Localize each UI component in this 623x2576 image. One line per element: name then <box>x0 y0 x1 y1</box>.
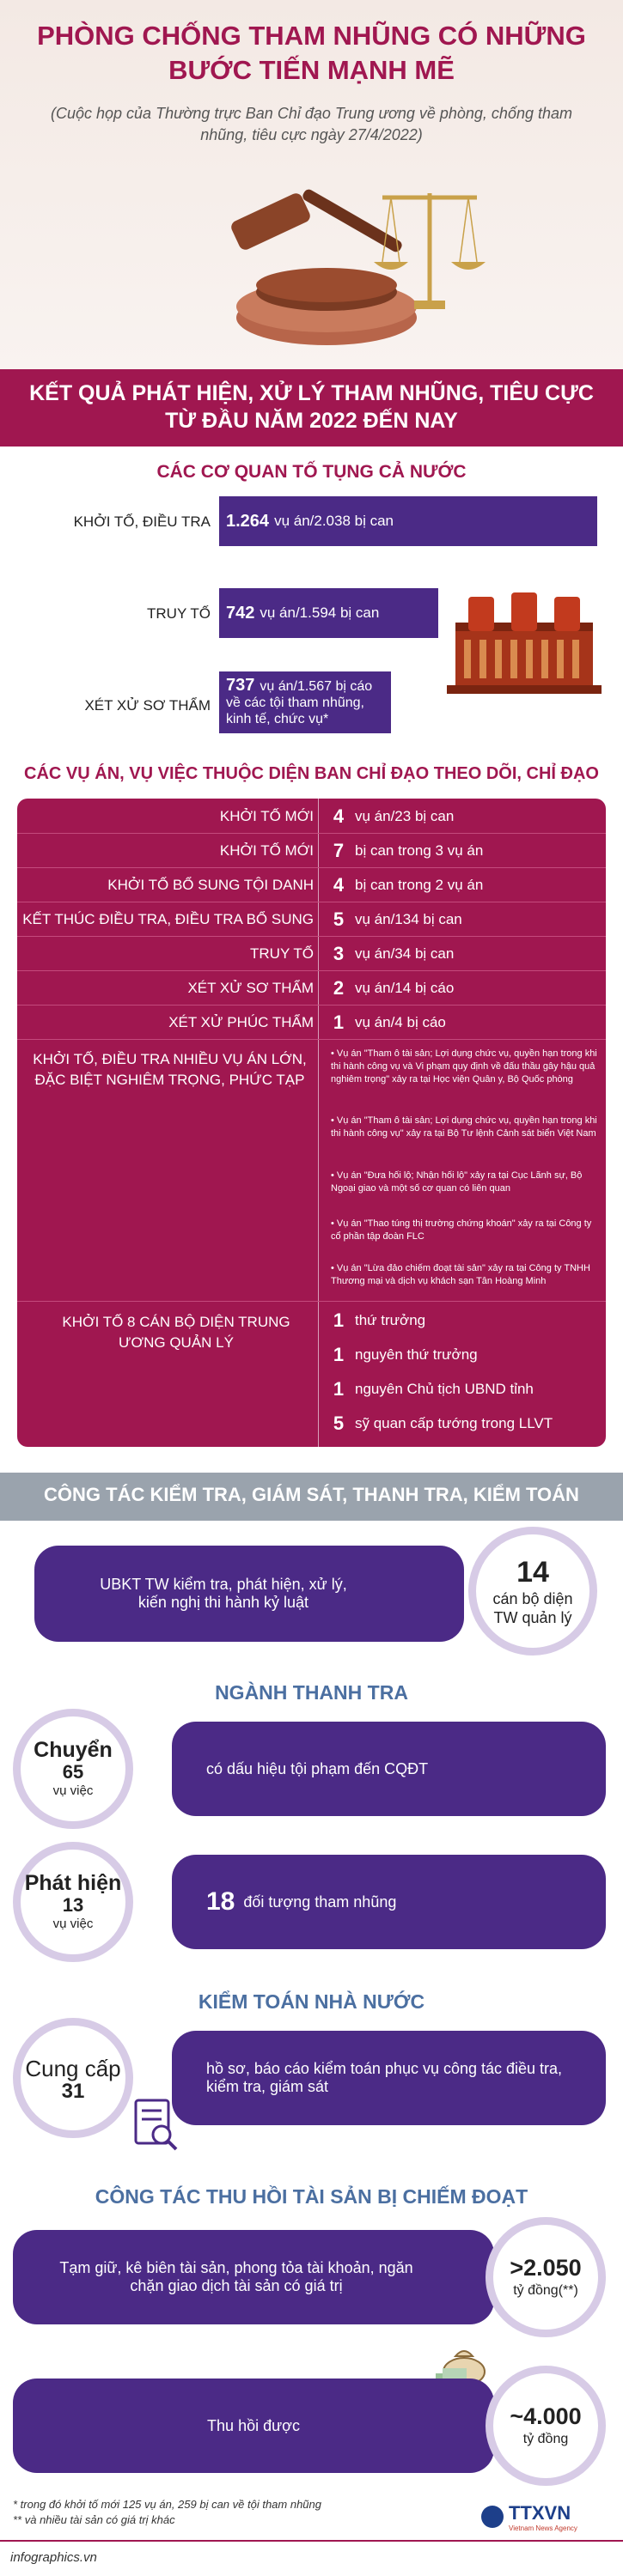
row-text: vụ án/14 bị cáo <box>355 980 455 996</box>
inspection-banner-title: CÔNG TÁC KIỂM TRA, GIÁM SÁT, THANH TRA, KIỂM TOÁN <box>44 1484 579 1505</box>
transfer-text: có dấu hiệu tội phạm đến CQĐT <box>206 1759 429 1777</box>
row-label: XÉT XỬ PHÚC THẨM <box>168 1014 314 1030</box>
recovery-heading: CÔNG TÁC THU HỒI TÀI SẢN BỊ CHIẾM ĐOẠT <box>95 2185 528 2208</box>
ubkt-text: UBKT TW kiểm tra, phát hiện, xử lý, kiến nghị thi hành kỷ luật <box>100 1576 347 1611</box>
row-separator <box>17 970 606 971</box>
collect-num: ~4.000 <box>510 2403 582 2429</box>
audit-pill <box>172 2031 606 2125</box>
agency-num: 737 <box>226 676 255 695</box>
agency-label-prosecute: KHỞI TỐ, ĐIỀU TRA <box>73 513 211 530</box>
audit-text: hồ sơ, báo cáo kiểm toán phục vụ công tác điều tra, kiểm tra, giám sát <box>206 2060 563 2095</box>
row-text: bị can trong 3 vụ án <box>355 842 484 859</box>
row-label: TRUY TỐ <box>250 945 314 962</box>
detect-circle <box>13 1842 133 1962</box>
inspect-heading: NGÀNH THANH TRA <box>215 1681 408 1704</box>
banner-line-1: KẾT QUẢ PHÁT HIỆN, XỬ LÝ THAM NHŨNG, TIÊU CỰC <box>29 381 594 405</box>
officials-label: KHỞI TỐ 8 CÁN BỘ DIỆN TRUNG ƯƠNG QUẢN LÝ <box>62 1314 290 1351</box>
audit-num: 31 <box>61 2080 85 2103</box>
page-title <box>17 19 606 88</box>
audit-heading: KIỂM TOÁN NHÀ NƯỚC <box>198 1990 425 2013</box>
row-text: vụ án/134 bị can <box>355 911 462 927</box>
ttxvn-logo-sub: Vietnam News Agency <box>509 2524 577 2532</box>
official-num: 5 <box>333 1413 345 1434</box>
seize-pill <box>13 2230 494 2324</box>
agency-label-indict: TRUY TỐ <box>147 605 211 622</box>
row-text: vụ án/23 bị can <box>355 808 455 824</box>
collect-circle <box>486 2366 606 2486</box>
row-separator <box>17 1301 606 1302</box>
official-text: nguyên Chủ tịch UBND tỉnh <box>355 1381 534 1397</box>
row-separator <box>17 867 606 868</box>
table-divider <box>318 799 319 1447</box>
detect-num: 13 <box>62 1894 84 1916</box>
row-text: vụ án/34 bị can <box>355 945 455 962</box>
transfer-circle <box>13 1709 133 1829</box>
agency-bar-indict <box>219 588 438 638</box>
agency-bar-prosecute <box>219 496 597 546</box>
case-item: • Vụ án "Thao túng thị trường chứng khoán" xảy ra tại Công ty cổ phần tập đoàn FLC <box>331 1218 592 1242</box>
agency-num: 742 <box>226 603 255 623</box>
ubkt-unit: cán bộ diện TW quản lý <box>492 1589 573 1626</box>
agency-text: vụ án/1.567 bị cáo về các tội tham nhũng, kinh tế, chức vụ* <box>226 679 373 726</box>
row-label: KHỞI TỐ MỚI <box>219 842 314 859</box>
banner-line-2: TỪ ĐẦU NĂM 2022 ĐẾN NAY <box>165 409 458 433</box>
row-label: KHỞI TỐ MỚI <box>219 808 314 824</box>
official-num: 1 <box>333 1344 345 1365</box>
row-separator <box>17 1039 606 1040</box>
row-num: 5 <box>333 908 345 930</box>
transfer-num: 65 <box>62 1761 84 1783</box>
document-search-icon <box>129 2095 180 2155</box>
detect-pill <box>172 1855 606 1949</box>
row-num: 4 <box>333 805 345 827</box>
row-num: 2 <box>333 977 345 999</box>
official-text: nguyên thứ trưởng <box>355 1346 478 1363</box>
row-num: 4 <box>333 874 345 896</box>
case-text: Vụ án "Lừa đảo chiếm đoạt tài sản" xảy ra tại Công ty TNHH Thương mại và dịch vụ khách sạn Tân Hoàng Minh <box>331 1263 590 1286</box>
collect-text: Thu hồi được <box>207 2416 300 2434</box>
case-text: Vụ án "Thao túng thị trường chứng khoán" xảy ra tại Công ty cổ phần tập đoàn FLC <box>331 1218 592 1242</box>
gavel-scale-illustration <box>215 167 498 365</box>
row-label: KẾT THÚC ĐIỀU TRA, ĐIỀU TRA BỔ SUNG <box>22 911 314 927</box>
results-banner-title <box>17 380 606 434</box>
title-line-2: BƯỚC TIẾN MẠNH MẼ <box>168 55 455 85</box>
row-label: XÉT XỬ SƠ THẨM <box>187 980 314 996</box>
case-item: • Vụ án "Tham ô tài sản; Lợi dụng chức vụ, quyền hạn trong khi thi hành công vụ" xảy ra tại Bộ Tư lệnh Cảnh sát biển Việt Nam <box>331 1115 597 1139</box>
footnotes <box>13 2497 460 2528</box>
agency-text: vụ án/1.594 bị can <box>260 605 380 621</box>
seize-num: >2.050 <box>510 2254 582 2281</box>
ttxvn-logo <box>481 2499 610 2535</box>
case-item: • Vụ án "Tham ô tài sản; Lợi dụng chức vụ, quyền hạn trong khi thi hành công vụ và Vi phạm quy định về đấu thầu gây hậu quả nghiêm trọng" xảy ra tại Học viện Quân y, Bộ Quốc phòng <box>331 1048 597 1084</box>
row-text: bị can trong 2 vụ án <box>355 877 484 893</box>
ttxvn-logo-text: TTXVN <box>509 2501 571 2524</box>
detect-unit: vụ việc <box>52 1917 94 1931</box>
official-num: 1 <box>333 1378 345 1400</box>
case-text: Vụ án "Tham ô tài sản; Lợi dụng chức vụ, quyền hạn trong khi thi hành công vụ" xảy ra tại Bộ Tư lệnh Cảnh sát biển Việt Nam <box>331 1115 597 1139</box>
official-num: 1 <box>333 1309 345 1331</box>
seize-text: Tạm giữ, kê biên tài sản, phong tỏa tài khoản, ngăn chặn giao dịch tài sản có giá trị <box>59 2259 413 2294</box>
ttxvn-logo-icon <box>481 2506 504 2528</box>
court-illustration <box>447 592 602 696</box>
site-link[interactable]: infographics.vn <box>10 2550 97 2565</box>
case-item: • Vụ án "Đưa hối lộ; Nhận hối lộ" xảy ra tại Cục Lãnh sự, Bộ Ngoại giao và một số cơ quan có liên quan <box>331 1170 583 1194</box>
seize-circle <box>486 2217 606 2337</box>
row-separator <box>17 833 606 834</box>
agency-bar-trial <box>219 671 391 733</box>
transfer-pill <box>172 1722 606 1816</box>
row-text: vụ án/4 bị cáo <box>355 1014 446 1030</box>
row-num: 7 <box>333 840 345 861</box>
seize-unit: tỷ đồng(**) <box>513 2282 578 2298</box>
ubkt-pill <box>34 1546 464 1642</box>
row-label: KHỞI TỐ BỔ SUNG TỘI DANH <box>107 877 314 893</box>
detect-big: 18 <box>206 1887 235 1916</box>
case-item: • Vụ án "Lừa đảo chiếm đoạt tài sản" xảy ra tại Công ty TNHH Thương mại và dịch vụ khách sạn Tân Hoàng Minh <box>331 1263 590 1286</box>
agency-label-trial: XÉT XỬ SƠ THẨM <box>84 697 211 714</box>
serious-cases-label: KHỞI TỐ, ĐIỀU TRA NHIỀU VỤ ÁN LỚN, ĐẶC BIỆT NGHIÊM TRỌNG, PHỨC TẠP <box>33 1051 307 1088</box>
row-separator <box>17 936 606 937</box>
ubkt-circle <box>468 1527 597 1656</box>
audit-title: Cung cấp <box>25 2056 121 2081</box>
ubkt-num: 14 <box>516 1555 549 1589</box>
steering-heading: CÁC VỤ ÁN, VỤ VIỆC THUỘC DIỆN BAN CHỈ ĐẠO THEO DÕI, CHỈ ĐẠO <box>24 764 599 783</box>
row-num: 1 <box>333 1012 345 1033</box>
collect-unit: tỷ đồng <box>522 2431 569 2446</box>
row-num: 3 <box>333 943 345 964</box>
agency-num: 1.264 <box>226 511 270 531</box>
audit-circle <box>13 2018 133 2138</box>
detect-title: Phát hiện <box>24 1871 122 1895</box>
footnote-1: * trong đó khởi tố mới 125 vụ án, 259 bị can về tội tham nhũng <box>13 2498 321 2511</box>
footnote-2: ** và nhiều tài sản có giá trị khác <box>13 2513 175 2526</box>
subtitle: (Cuộc họp của Thường trực Ban Chỉ đạo Trung ương về phòng, chống tham nhũng, tiêu cực ngày 27/4/2022) <box>51 105 572 143</box>
official-text: sỹ quan cấp tướng trong LLVT <box>355 1415 553 1431</box>
agencies-heading: CÁC CƠ QUAN TỐ TỤNG CẢ NƯỚC <box>156 462 467 482</box>
case-text: Vụ án "Tham ô tài sản; Lợi dụng chức vụ, quyền hạn trong khi thi hành công vụ và Vi phạm quy định về đấu thầu gây hậu quả nghiêm trọng" xảy ra tại Học viện Quân y, Bộ Quốc phòng <box>331 1048 597 1084</box>
transfer-unit: vụ việc <box>52 1783 94 1798</box>
transfer-title: Chuyển <box>34 1738 113 1762</box>
collect-pill <box>13 2379 494 2473</box>
case-text: Vụ án "Đưa hối lộ; Nhận hối lộ" xảy ra tại Cục Lãnh sự, Bộ Ngoại giao và một số cơ quan có liên quan <box>331 1170 583 1194</box>
detect-text: đối tượng tham nhũng <box>243 1893 397 1911</box>
official-text: thứ trưởng <box>355 1312 426 1328</box>
title-line-1: PHÒNG CHỐNG THAM NHŨNG CÓ NHỮNG <box>37 21 586 51</box>
agency-text: vụ án/2.038 bị can <box>274 513 394 529</box>
